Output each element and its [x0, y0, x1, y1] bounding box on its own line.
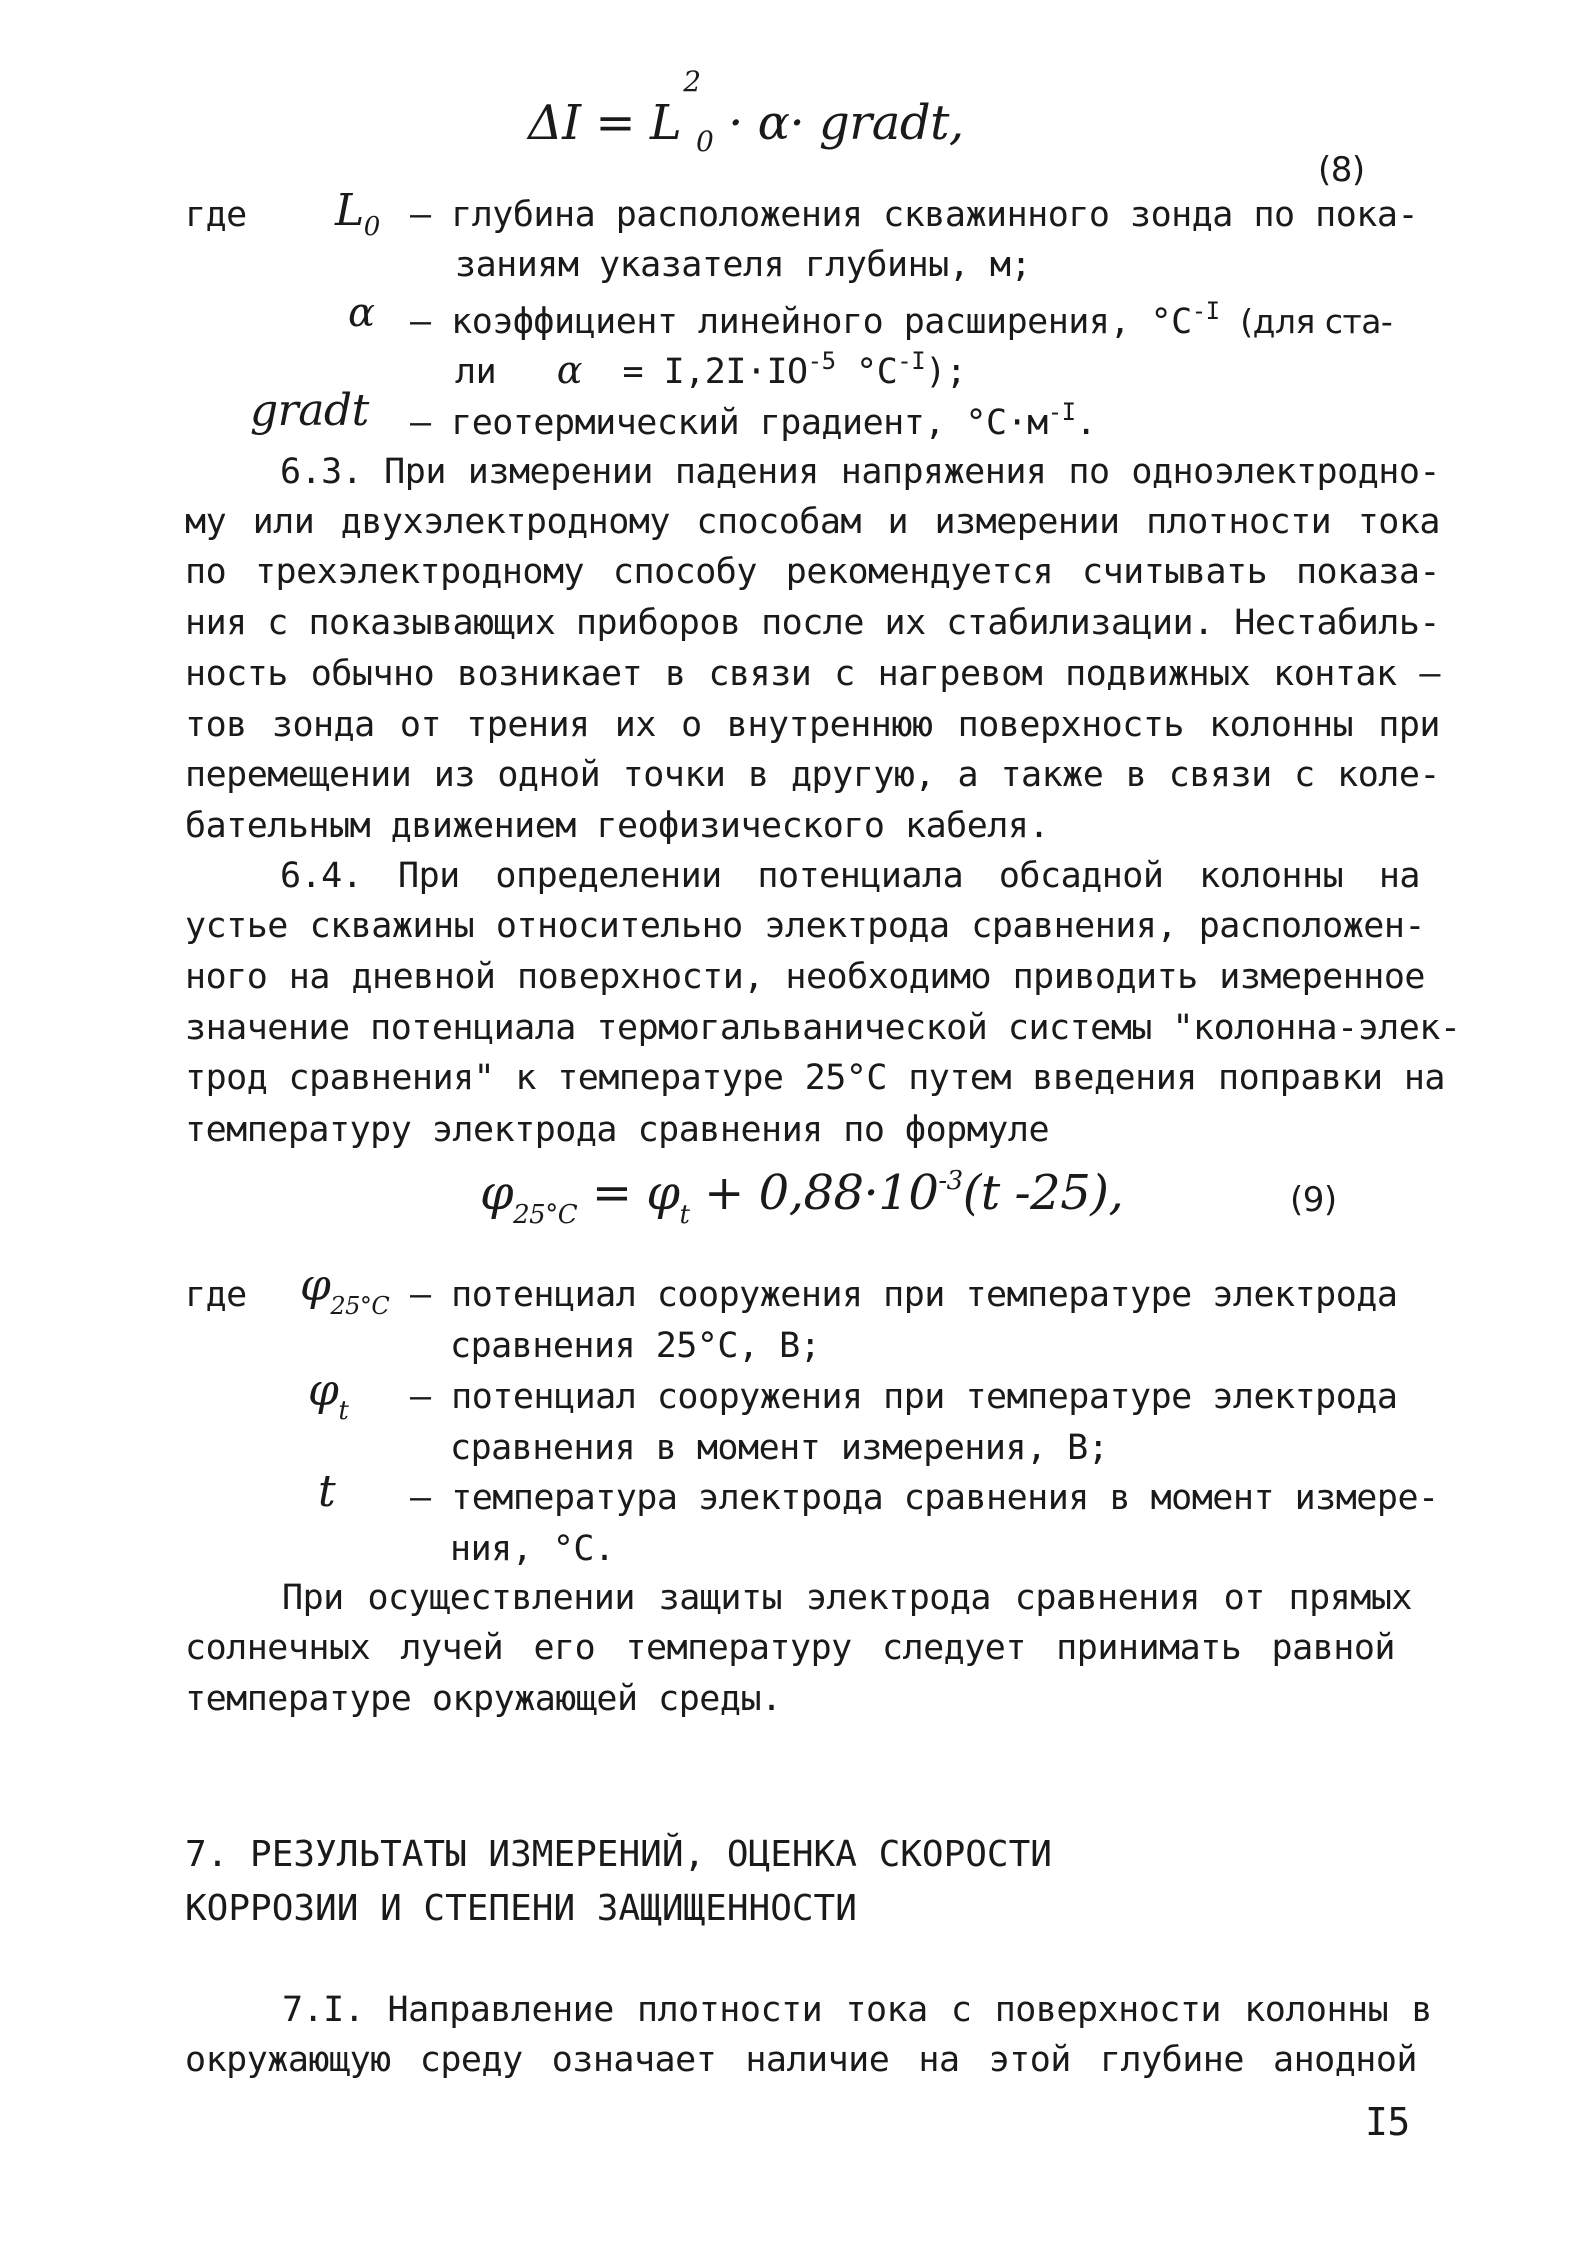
formula-8-lhs: ΔI [528, 95, 581, 151]
p63-line: перемещении из одной точки в другую, а также в связи с коле- [185, 755, 1440, 795]
p64-line: ного на дневной поверхности, необходимо приводить измеренное [185, 957, 1425, 997]
where-1-L0-text-1: – глубина расположения скважинного зонда по пока- [410, 195, 1419, 235]
where-2-symbol-t: t [318, 1466, 336, 1517]
formula-8-rhs: · α· gradt, [728, 95, 964, 151]
formula-9-rhs1: φ [646, 1165, 680, 1221]
p64-line: температуру электрода сравнения по формуле [185, 1110, 1050, 1150]
p71-line: 7.I. Направление плотности тока с поверхности колонны в [282, 1990, 1432, 2030]
where-2-symbol-phit: $\varphi_t$ [308, 1365, 349, 1426]
p63-line: ния с показывающих приборов после их стабилизации. Нестабиль- [185, 603, 1440, 643]
section-7-title-line: 7. РЕЗУЛЬТАТЫ ИЗМЕРЕНИЙ, ОЦЕНКА СКОРОСТИ [185, 1834, 1052, 1875]
where-1-symbol-gradt: gradt [250, 385, 369, 436]
p64-line: 6.4. При определении потенциала обсадной колонны на [280, 856, 1420, 896]
formula-9 [480, 1165, 1123, 1230]
formula-9-number: (9) [1290, 1180, 1337, 1220]
formula-8-base: L [649, 95, 682, 151]
where-2-phit-text-2: сравнения в момент измерения, В; [450, 1428, 1109, 1468]
where-1-lead: где [185, 195, 247, 235]
formula-8-base-sub: 0 [696, 125, 714, 158]
formula-8 [528, 65, 964, 158]
where-2-phit-text-1: – потенциал сооружения при температуре электрода [410, 1377, 1398, 1417]
formula-9-rhs2: + 0,88·10 [704, 1165, 939, 1221]
formula-8-number: (8) [1318, 150, 1365, 190]
formula-9-rhs2-sup: -3 [938, 1166, 963, 1196]
p63-line: по трехэлектродному способу рекомендуется считывать показа- [185, 552, 1440, 592]
where-2-t-text-2: ния, °С. [450, 1529, 615, 1569]
sun-line: температуре окружающей среды. [185, 1679, 782, 1719]
where-1-symbol-alpha: α [348, 290, 375, 336]
section-7-title-line: КОРРОЗИИ И СТЕПЕНИ ЗАЩИЩЕННОСТИ [185, 1888, 857, 1929]
where-1-alpha-text-2: ли $\alpha = I,2I\cdot IO^{-5}$ $^\circ С^{-I}$); [455, 347, 967, 392]
p63-line: му или двухэлектродному способам и измерении плотности тока [185, 502, 1440, 542]
where-2-lead: где [185, 1275, 247, 1315]
p63-line: ность обычно возникает в связи с нагревом подвижных контак – [185, 654, 1440, 694]
formula-8-eq: = [595, 95, 636, 151]
where-1-symbol-L0: $L_0$ [335, 185, 380, 242]
where-1-gradt-text: – геотермический градиент, $^\circ С\cdot м^{-I}$. [410, 398, 1097, 443]
formula-9-eq: = [591, 1165, 632, 1221]
where-2-t-text-1: – температура электрода сравнения в момент измере- [410, 1478, 1439, 1518]
p64-line: значение потенциала термогальванической системы "колонна-элек- [185, 1008, 1461, 1048]
formula-8-base-sup: 2 [683, 65, 701, 98]
formula-9-rhs1-sub: t [679, 1200, 690, 1230]
p63-line: тов зонда от трения их о внутреннюю поверхность колонны при [185, 705, 1440, 745]
p64-line: трод сравнения" к температуре 25°С путем введения поправки на [185, 1058, 1445, 1098]
formula-9-rhs3: (t -25), [962, 1165, 1124, 1221]
where-2-symbol-phi25: $\varphi_{25^\circ С}$ [300, 1260, 390, 1320]
p64-line: устье скважины относительно электрода сравнения, расположен- [185, 906, 1425, 946]
where-1-alpha-text-1: – коэффициент линейного расширения, $^\circ С^{-I}$ (для ста- [410, 297, 1393, 342]
where-1-L0-text-2: заниям указателя глубины, м; [455, 245, 1032, 285]
formula-9-lhs-sub: 25°С [513, 1200, 578, 1230]
p63-line: 6.3. При измерении падения напряжения по одноэлектродно- [280, 452, 1440, 492]
p63-line: бательным движением геофизического кабеля. [185, 806, 1050, 846]
formula-9-lhs: φ [480, 1165, 514, 1221]
where-2-phi25-text-2: сравнения 25°С, В; [450, 1326, 821, 1366]
where-2-phi25-text-1: – потенциал сооружения при температуре электрода [410, 1275, 1398, 1315]
sun-line: солнечных лучей его температуру следует принимать равной [185, 1628, 1395, 1668]
p71-line: окружающую среду означает наличие на этой глубине анодной [185, 2040, 1417, 2080]
sun-line: При осуществлении защиты электрода сравнения от прямых [282, 1578, 1412, 1618]
page-number: I5 [1365, 2100, 1410, 2144]
